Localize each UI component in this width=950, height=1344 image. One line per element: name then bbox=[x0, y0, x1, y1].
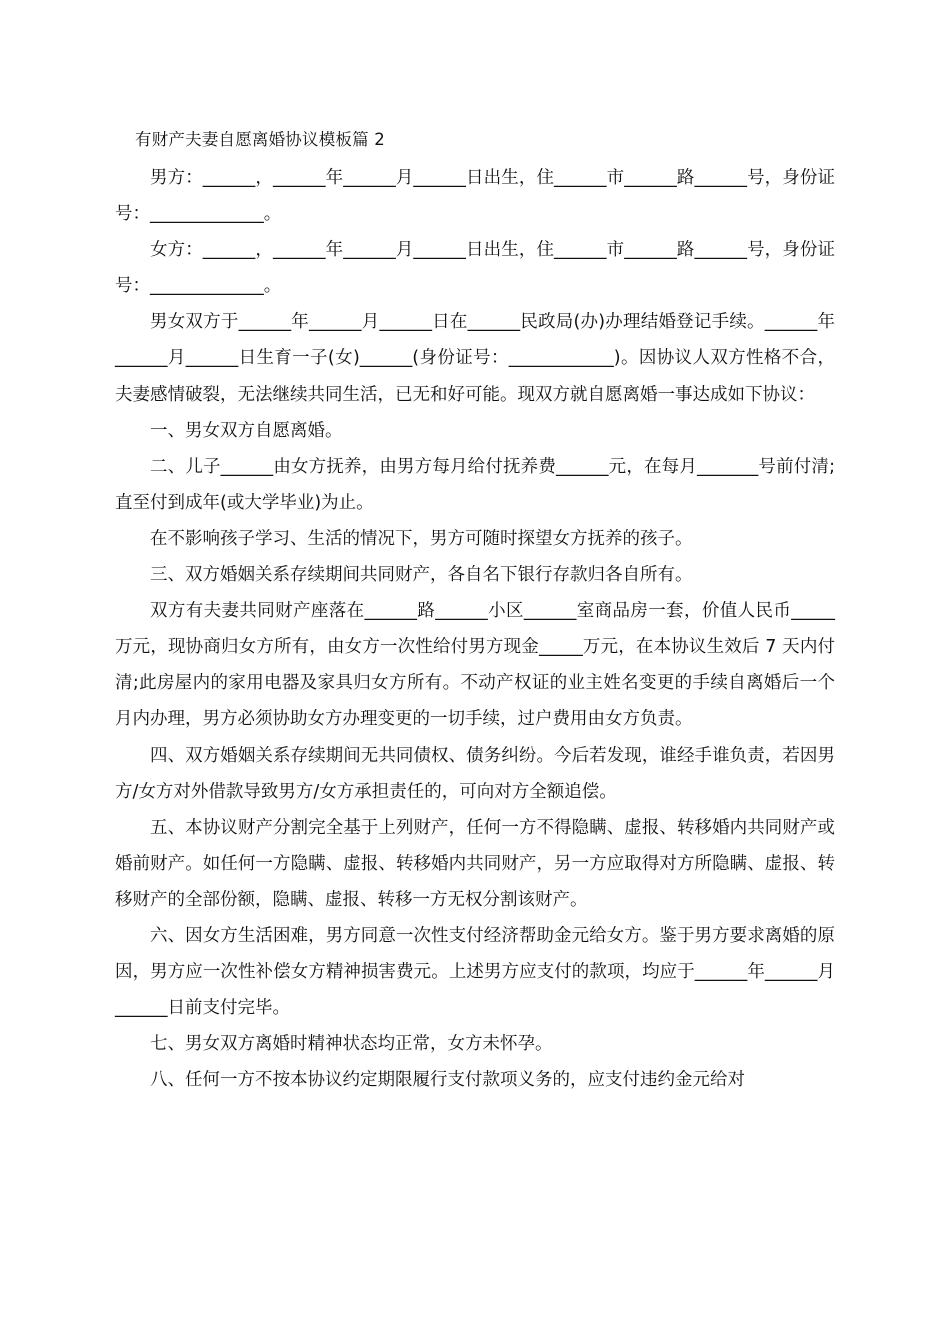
clause-7: 七、男女双方离婚时精神状态均正常，女方未怀孕。 bbox=[150, 1034, 553, 1055]
paragraph-marriage-registration: 男女双方于______年______月______日在______民政局(办)办理结婚登记手续。______年______月______日生育一子(女)______(身份证号：____________)。因协议人双方性格不合，夫妻感情破裂，无法继续共同生活，已无和好可能。现双方就自愿离婚一事达成如下协议： bbox=[115, 312, 835, 405]
paragraph-female-party: 女方：______，______年______月______日出生，住______市______路______号，身份证号：_____________。 bbox=[115, 240, 835, 297]
clause-3: 三、双方婚姻关系存续期间共同财产，各自名下银行存款归各自所有。 bbox=[150, 565, 693, 586]
clause-3-property: 双方有夫妻共同财产座落在______路______小区______室商品房一套，价值人民币_____万元，现协商归女方所有，由女方一次性给付男方现金_____万元，在本协议生效后 7 天内付清;此房屋内的家用电器及家具归女方所有。不动产权证的业主姓名变更的手续自离婚后一个月内办理，男方必须协助女方办理变更的一切手续，过户费用由女方负责。 bbox=[115, 601, 835, 730]
document-title: 有财产夫妻自愿离婚协议模板篇 2 bbox=[135, 130, 385, 149]
clause-5: 五、本协议财产分割完全基于上列财产，任何一方不得隐瞒、虚报、转移婚内共同财产或婚前财产。如任何一方隐瞒、虚报、转移婚内共同财产，另一方应取得对方所隐瞒、虚报、转移财产的全部份额，隐瞒、虚报、转移一方无权分割该财产。 bbox=[115, 817, 835, 910]
clause-6: 六、因女方生活困难，男方同意一次性支付经济帮助金元给女方。鉴于男方要求离婚的原因，男方应一次性补偿女方精神损害费元。上述男方应支付的款项，均应于______年______月______日前支付完毕。 bbox=[115, 925, 835, 1019]
clause-2: 二、儿子______由女方抚养，由男方每月给付抚养费______元，在每月_______号前付清;直至付到成年(或大学毕业)为止。 bbox=[115, 456, 835, 513]
paragraph-male-party: 男方：______，______年______月______日出生，住______市______路______号，身份证号：_____________。 bbox=[115, 168, 835, 225]
clause-4: 四、双方婚姻关系存续期间无共同债权、债务纠纷。今后若发现，谁经手谁负责，若因男方/女方对外借款导致男方/女方承担责任的，可向对方全额追偿。 bbox=[115, 745, 835, 802]
clause-1: 一、男女双方自愿离婚。 bbox=[150, 420, 343, 441]
document-body bbox=[115, 160, 835, 1098]
clause-2-visitation: 在不影响孩子学习、生活的情况下，男方可随时探望女方抚养的孩子。 bbox=[150, 528, 693, 549]
clause-8: 八、任何一方不按本协议约定期限履行支付款项义务的，应支付违约金元给对 bbox=[150, 1070, 745, 1091]
